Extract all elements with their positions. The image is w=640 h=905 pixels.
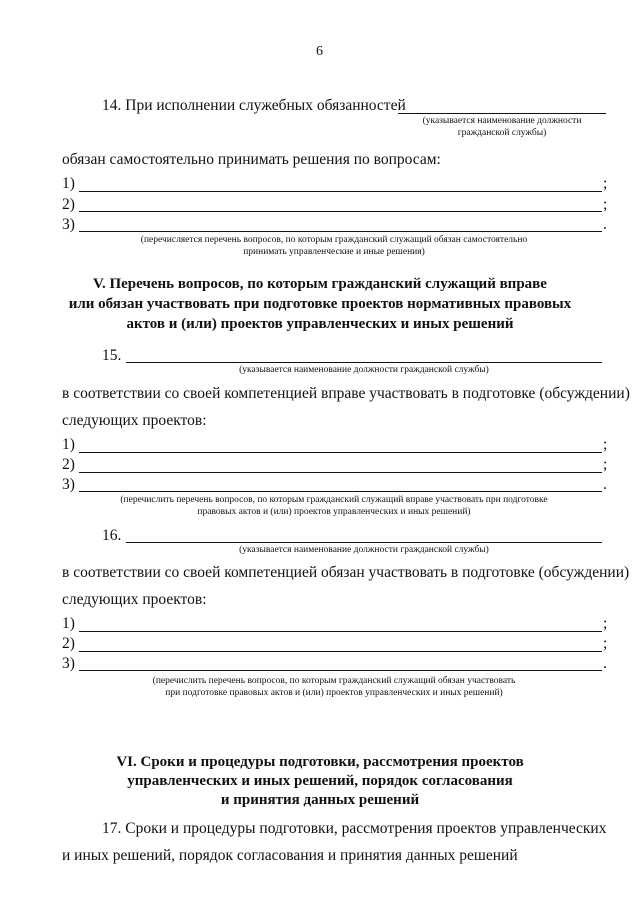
section-6-title-line3: и принятия данных решений bbox=[220, 792, 420, 808]
item-14-text: 14. При исполнении служебных обязанностей bbox=[102, 97, 406, 114]
position-blank-line bbox=[398, 113, 606, 114]
item-16-list-note-line2: при подготовке правовых актов и (или) проектов управленческих и иных решений) bbox=[165, 688, 503, 698]
item-15-list-note-line2: правовых актов и (или) проектов управленческих и иных решений) bbox=[197, 507, 471, 517]
item-15-text-line1: в соответствии со своей компетенцией вправе участвовать в подготовке (обсуждении) bbox=[62, 385, 630, 402]
item-14-row-1-num: 1) bbox=[62, 175, 75, 192]
item-16-row-1-line bbox=[79, 631, 602, 632]
item-15-note: (указывается наименование должности гражданской службы) bbox=[239, 365, 489, 375]
item-15-row-1-num: 1) bbox=[62, 436, 75, 453]
section-5-title-line1: V. Перечень вопросов, по которым гражданский служащий вправе bbox=[93, 276, 547, 292]
item-15-row-1-end: ; bbox=[603, 436, 608, 453]
item-15-row-1-line bbox=[79, 452, 602, 453]
item-16-list-note-line1: (перечислить перечень вопросов, по которым гражданский служащий обязан участвовать bbox=[152, 676, 516, 686]
item-17-text-line1: 17. Сроки и процедуры подготовки, рассмотрения проектов управленческих bbox=[102, 820, 607, 837]
item-14-row-2-num: 2) bbox=[62, 196, 75, 213]
item-17-text-line2: и иных решений, порядок согласования и принятия данных решений bbox=[62, 847, 518, 864]
section-5-title-line3: актов и (или) проектов управленческих и иных решений bbox=[126, 316, 514, 332]
item-16-num: 16. bbox=[102, 527, 122, 544]
item-16-text-line1: в соответствии со своей компетенцией обязан участвовать в подготовке (обсуждении) bbox=[62, 564, 630, 581]
item-14-row-3-line bbox=[79, 231, 602, 232]
item-15-row-3-line bbox=[79, 491, 602, 492]
item-15-row-2-end: ; bbox=[603, 456, 608, 473]
item-16-row-3-line bbox=[79, 670, 602, 671]
item-16-row-2-line bbox=[79, 651, 602, 652]
section-5-title-line2: или обязан участвовать при подготовке проектов нормативных правовых bbox=[68, 296, 572, 312]
item-15-text-line2: следующих проектов: bbox=[62, 412, 207, 429]
item-16-row-2-num: 2) bbox=[62, 635, 75, 652]
item-15-position-line bbox=[126, 362, 602, 363]
page-number: 6 bbox=[316, 44, 323, 59]
item-15-num: 15. bbox=[102, 347, 122, 364]
item-14-row-1-line bbox=[79, 191, 602, 192]
item-16-row-3-end: . bbox=[603, 655, 607, 672]
item-14-note-line1: (указывается наименование должности bbox=[422, 116, 582, 126]
item-16-text-line2: следующих проектов: bbox=[62, 591, 207, 608]
item-16-position-line bbox=[126, 542, 602, 543]
item-14-list-note-line1: (перечисляется перечень вопросов, по которым гражданский служащий обязан самостоятельно bbox=[140, 235, 528, 245]
item-14-list-note-line2: принимать управленческие и иные решения) bbox=[243, 247, 425, 257]
item-14-row-3-num: 3) bbox=[62, 216, 75, 233]
item-15-row-3-num: 3) bbox=[62, 476, 75, 493]
item-14-row-3-end: . bbox=[603, 216, 607, 233]
item-14-continuation: обязан самостоятельно принимать решения по вопросам: bbox=[62, 151, 441, 168]
item-14-row-1-end: ; bbox=[603, 175, 608, 192]
item-16-note: (указывается наименование должности гражданской службы) bbox=[239, 545, 489, 555]
item-16-row-2-end: ; bbox=[603, 635, 608, 652]
section-6-title-line1: VI. Сроки и процедуры подготовки, рассмотрения проектов bbox=[116, 754, 524, 770]
section-6-title-line2: управленческих и иных решений, порядок согласования bbox=[127, 773, 513, 789]
item-15-row-2-line bbox=[79, 472, 602, 473]
item-15-list-note-line1: (перечислить перечень вопросов, по которым гражданский служащий вправе участвовать при подготовке bbox=[120, 495, 548, 505]
item-15-row-2-num: 2) bbox=[62, 456, 75, 473]
item-16-row-3-num: 3) bbox=[62, 655, 75, 672]
item-16-row-1-num: 1) bbox=[62, 615, 75, 632]
item-14-row-2-end: ; bbox=[603, 196, 608, 213]
item-16-row-1-end: ; bbox=[603, 615, 608, 632]
item-14-row-2-line bbox=[79, 211, 602, 212]
item-15-row-3-end: . bbox=[603, 476, 607, 493]
item-14-note-line2: гражданской службы) bbox=[457, 128, 547, 138]
